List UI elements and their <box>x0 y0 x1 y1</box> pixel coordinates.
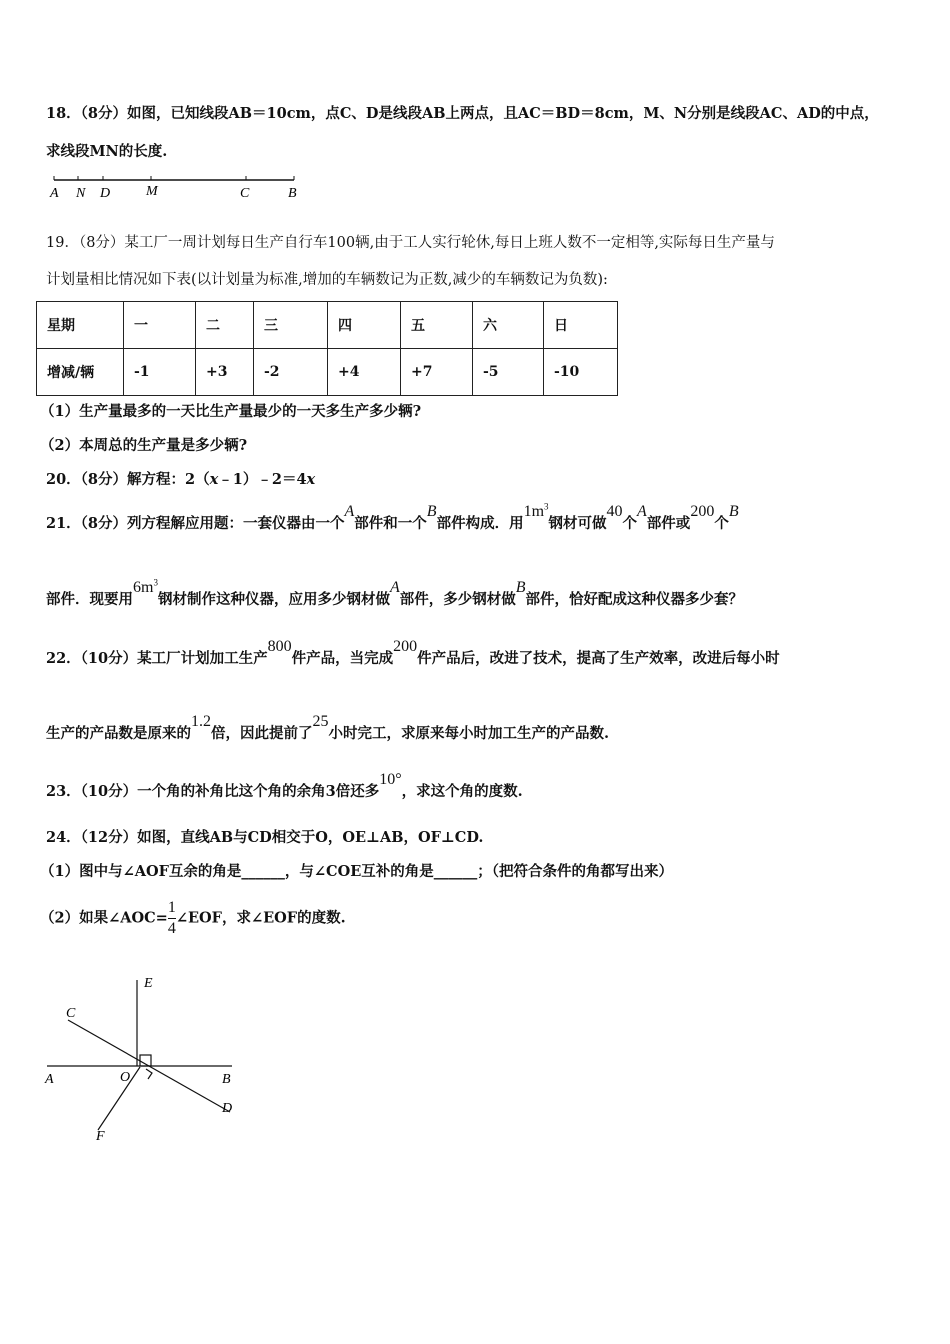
table-cell: 二 <box>196 302 254 349</box>
q22-text: 22．（10分）某工厂计划加工生产 <box>46 650 268 667</box>
q22-text: 件产品，当完成 <box>291 650 394 667</box>
q22-num: 25 <box>312 713 329 730</box>
q22-line1 <box>46 638 780 668</box>
q22-num: 800 <box>267 638 292 655</box>
q21-exp: 3 <box>153 577 158 588</box>
label-D: D <box>222 1101 233 1116</box>
q22-line2 <box>46 713 610 743</box>
q22-num: 200 <box>393 638 418 655</box>
q24-sub2 <box>40 898 346 939</box>
q21-text: 21．（8分）列方程解应用题：一套仪器由一个 <box>46 515 345 532</box>
q21-var: B <box>728 503 739 520</box>
point-A: A <box>50 186 59 201</box>
q18-line1: 18．（8分）如图，已知线段AB＝10cm，点C、D是线段AB上两点，且AC＝BD＝8cm，M、N分别是线段AC、AD的中点， <box>46 105 879 122</box>
label-C: C <box>66 1006 76 1021</box>
q24-text: （2）如果∠AOC= <box>40 909 168 927</box>
q24-line1: 24．（12分）如图，直线AB与CD相交于O，OE⊥AB，OF⊥CD. <box>46 829 484 846</box>
q21-text: 个 <box>714 515 729 532</box>
q23-text: 23．（10分）一个角的补角比这个角的余角3倍还多 <box>46 783 380 800</box>
table-cell: +4 <box>328 349 401 396</box>
label-A: A <box>45 1072 54 1087</box>
q21-m: 6m <box>133 579 154 596</box>
q19-sub1: （1）生产量最多的一天比生产量最少的一天多生产多少辆? <box>40 403 422 420</box>
table-cell: +7 <box>401 349 473 396</box>
q21-text: 部件．现要用 <box>46 591 133 608</box>
q19-sub2: （2）本周总的生产量是多少辆? <box>40 437 248 454</box>
q24-text: ∠EOF，求∠EOF的度数. <box>175 909 346 927</box>
q21-line2 <box>46 577 744 609</box>
denominator: 4 <box>167 920 176 937</box>
q22-text: 生产的产品数是原来的 <box>46 725 191 742</box>
q21-num: 200 <box>690 503 715 520</box>
q21-m: 1m <box>523 503 545 520</box>
q21-text: 部件和一个 <box>354 515 427 532</box>
table-cell: 五 <box>401 302 473 349</box>
production-table <box>36 301 618 396</box>
point-C: C <box>240 186 250 201</box>
point-N: N <box>76 186 86 201</box>
q20-var: x <box>306 471 316 488</box>
table-cell: 一 <box>124 302 196 349</box>
q21-var: A <box>344 503 355 520</box>
q21-1m3 <box>524 503 549 520</box>
q22-num: 1.2 <box>191 713 211 730</box>
table-row <box>37 349 618 396</box>
q21-exp: 3 <box>544 501 549 512</box>
table-cell: 日 <box>544 302 618 349</box>
q20-text: 20．（8分）解方程：2（ <box>46 471 210 488</box>
q21-6m3 <box>133 579 158 596</box>
q21-text: 部件构成．用 <box>436 515 524 532</box>
q21-num: 40 <box>606 503 623 520</box>
point-M: M <box>146 184 158 199</box>
q23-num: 10° <box>379 771 402 788</box>
table-row <box>37 302 618 349</box>
label-F: F <box>96 1129 105 1144</box>
q19-line1: 19．（8分）某工厂一周计划每日生产自行车100辆,由于工人实行轮休,每日上班人数不一定相等,实际每日生产量与 <box>46 235 775 251</box>
q23-line <box>46 771 523 801</box>
numerator: 1 <box>168 898 176 919</box>
q21-line1 <box>46 501 739 533</box>
q20-text: ﹣1）﹣2＝4 <box>218 471 307 488</box>
q21-text: 个 <box>622 515 638 532</box>
q21-var: B <box>515 579 526 596</box>
q21-var: A <box>389 579 400 596</box>
q21-var: B <box>426 503 437 520</box>
point-B: B <box>288 186 297 201</box>
point-D: D <box>100 186 111 201</box>
label-B: B <box>222 1072 231 1087</box>
q23-text: ，求这个角的度数. <box>401 783 523 800</box>
q21-text: 部件，多少钢材做 <box>399 591 516 608</box>
table-cell: +3 <box>196 349 254 396</box>
table-cell: 六 <box>473 302 544 349</box>
q21-text: 部件，恰好配成这种仪器多少套？ <box>525 591 744 608</box>
q22-text: 倍，因此提前了 <box>211 725 313 742</box>
table-cell: -10 <box>544 349 618 396</box>
q24-sub1: （1）图中与∠AOF互余的角是______，与∠COE互补的角是______；（把符合条件的角都写出来） <box>40 863 674 880</box>
table-cell: -1 <box>124 349 196 396</box>
q21-text: 钢材可做 <box>548 515 607 532</box>
q18-line2: 求线段MN的长度. <box>46 143 168 160</box>
table-cell: 星期 <box>37 302 124 349</box>
table-cell: 四 <box>328 302 401 349</box>
q22-text: 件产品后，改进了技术，提高了生产效率，改进后每小时 <box>417 650 780 667</box>
q19-line2: 计划量相比情况如下表(以计划量为标准,增加的车辆数记为正数,减少的车辆数记为负数): <box>46 272 608 288</box>
table-cell: 三 <box>254 302 328 349</box>
q20-line <box>46 468 315 489</box>
segment-figure <box>46 170 306 202</box>
table-cell: 增减/辆 <box>37 349 124 396</box>
q21-text: 钢材制作这种仪器，应用多少钢材做 <box>157 591 390 608</box>
table-cell: -5 <box>473 349 544 396</box>
q21-var: A <box>637 503 647 520</box>
q20-var: x <box>209 471 219 488</box>
table-cell: -2 <box>254 349 328 396</box>
label-E: E <box>144 976 153 991</box>
q21-text: 部件或 <box>646 515 691 532</box>
label-O: O <box>120 1070 131 1085</box>
angle-figure <box>40 975 250 1145</box>
q22-text: 小时完工，求原来每小时加工生产的产品数. <box>328 725 610 742</box>
fraction <box>168 898 176 939</box>
